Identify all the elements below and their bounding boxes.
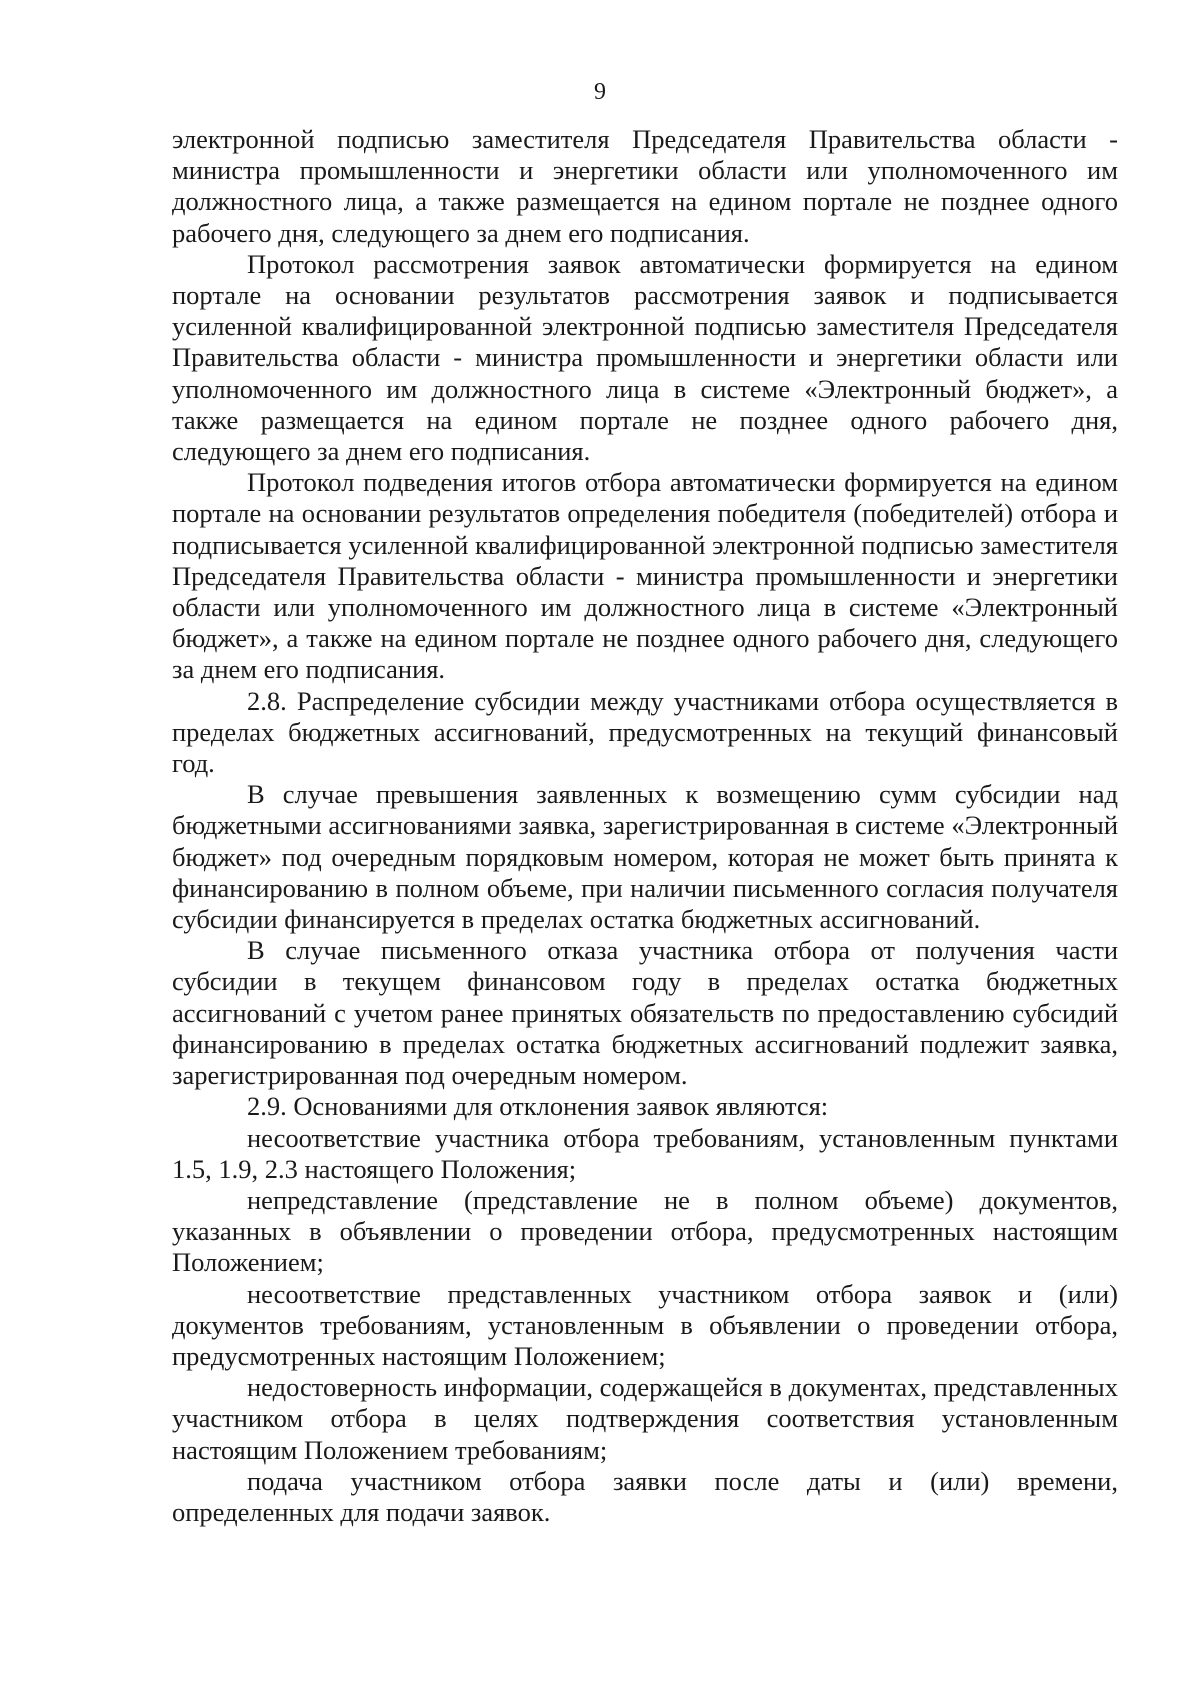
paragraph-excess-claims: В случае превышения заявленных к возмещению сумм субсидии над бюджетными ассигнованиями заявка, зарегистрированная в системе «Электронный бюджет» под очередным порядковым номером, которая не может быть принята к финансированию в полном объеме, при наличии письменного согласия получателя субсидии финансируется в пределах остатка бюджетных ассигнований. bbox=[172, 779, 1118, 935]
paragraph-section-2-8: 2.8. Распределение субсидии между участниками отбора осуществляется в пределах бюджетных ассигнований, предусмотренных на текущий финансовый год. bbox=[172, 685, 1118, 779]
paragraph-results-protocol: Протокол подведения итогов отбора автоматически формируется на едином портале на основании результатов определения победителя (победителей) отбора и подписывается усиленной квалифицированной электронной подписью заместителя Председателя Правительства области - министра промышленности и энергетики области или уполномоченного им должностного лица в системе «Электронный бюджет», а также на едином портале не позднее одного рабочего дня, следующего за днем его подписания. bbox=[172, 467, 1118, 685]
page-number: 9 bbox=[594, 79, 606, 105]
list-item-false-information: недостоверность информации, содержащейся в документах, представленных участником отбора в целях подтверждения соответствия установленным настоящим Положением требованиям; bbox=[172, 1372, 1118, 1465]
paragraph-written-refusal: В случае письменного отказа участника отбора от получения части субсидии в текущем финансовом году в пределах остатка бюджетных ассигнований с учетом ранее принятых обязательств по предоставлению субсидий финансированию в пределах остатка бюджетных ассигнований подлежит заявка, зарегистрированная под очередным номером. bbox=[172, 935, 1118, 1091]
list-item-late-submission: подача участником отбора заявки после даты и (или) времени, определенных для подачи заявок. bbox=[172, 1465, 1118, 1527]
list-item-nonsubmission: непредставление (представление не в полном объеме) документов, указанных в объявлении о проведении отбора, предусмотренных настоящим Положением; bbox=[172, 1184, 1118, 1278]
paragraph-section-2-9: 2.9. Основаниями для отклонения заявок являются: bbox=[247, 1091, 829, 1122]
document-body bbox=[172, 124, 1118, 1528]
paragraph-continuation: электронной подписью заместителя Председателя Правительства области - министра промышленности и энергетики области или уполномоченного им должностного лица, а также размещается на едином портале не позднее одного рабочего дня, следующего за днем его подписания. bbox=[172, 124, 1118, 248]
paragraph-review-protocol: Протокол рассмотрения заявок автоматически формируется на едином портале на основании результатов рассмотрения заявок и подписывается усиленной квалифицированной электронной подписью заместителя Председателя Правительства области - министра промышленности и энергетики области или уполномоченного им должностного лица в системе «Электронный бюджет», а также размещается на едином портале не позднее одного рабочего дня, следующего за днем его подписания. bbox=[172, 248, 1118, 467]
list-item-noncompliance: несоответствие участника отбора требованиям, установленным пунктами 1.5, 1.9, 2.3 настоящего Положения; bbox=[172, 1122, 1118, 1184]
list-item-document-mismatch: несоответствие представленных участником отбора заявок и (или) документов требованиям, установленным в объявлении о проведении отбора, предусмотренных настоящим Положением; bbox=[172, 1278, 1118, 1371]
